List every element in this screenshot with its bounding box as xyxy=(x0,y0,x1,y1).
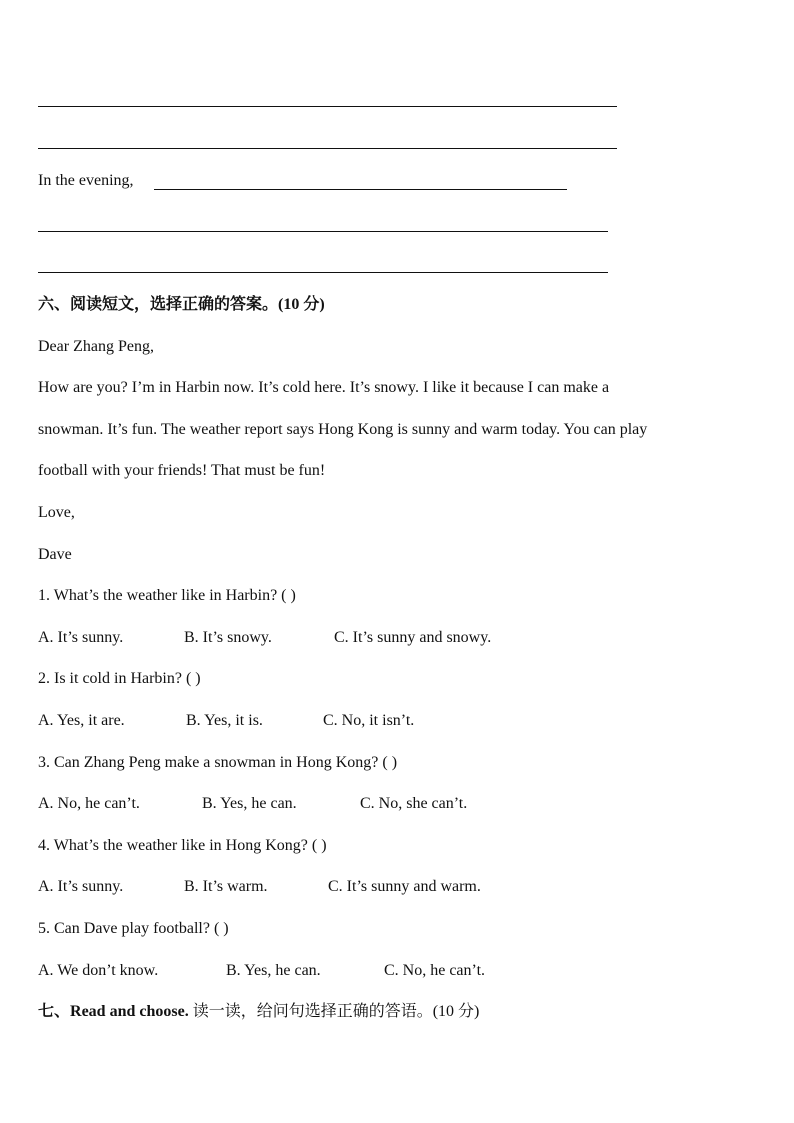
option-a[interactable]: A. Yes, it are. xyxy=(38,712,125,729)
option-c[interactable]: C. It’s sunny and snowy. xyxy=(334,629,492,646)
section-7-number: 七、 xyxy=(38,1003,71,1020)
answer-line[interactable] xyxy=(38,148,617,149)
option-c[interactable]: C. No, it isn’t. xyxy=(323,712,415,729)
option-a[interactable]: A. It’s sunny. xyxy=(38,878,124,895)
question-1: 1. What’s the weather like in Harbin? ( ) xyxy=(38,587,296,604)
question-5: 5. Can Dave play football? ( ) xyxy=(38,920,229,937)
answer-line[interactable] xyxy=(154,189,567,190)
option-b[interactable]: B. Yes, it is. xyxy=(186,712,263,729)
section-7-instruction: 读一读，给问句选择正确的答语。(10 分) xyxy=(188,1003,480,1020)
option-b[interactable]: B. Yes, he can. xyxy=(226,962,321,979)
answer-line[interactable] xyxy=(38,106,617,107)
letter-line: How are you? I’m in Harbin now. It’s cold here. It’s snowy. I like it because I can make a xyxy=(38,379,610,396)
letter-line: football with your friends! That must be fun! xyxy=(38,462,326,479)
evening-prefix: In the evening, xyxy=(38,172,134,189)
option-c[interactable]: C. It’s sunny and warm. xyxy=(328,878,481,895)
option-a[interactable]: A. It’s sunny. xyxy=(38,629,124,646)
option-b[interactable]: B. It’s snowy. xyxy=(184,629,272,646)
option-c[interactable]: C. No, he can’t. xyxy=(384,962,486,979)
option-b[interactable]: B. Yes, he can. xyxy=(202,795,297,812)
question-2: 2. Is it cold in Harbin? ( ) xyxy=(38,670,201,687)
option-c[interactable]: C. No, she can’t. xyxy=(360,795,468,812)
answer-line[interactable] xyxy=(38,272,608,273)
section-7-english: Read and choose. xyxy=(70,1003,189,1020)
letter-closing: Love, xyxy=(38,504,75,521)
letter-line: snowman. It’s fun. The weather report says Hong Kong is sunny and warm today. You can play xyxy=(38,421,648,438)
section-6-heading: 六、阅读短文，选择正确的答案。(10 分) xyxy=(38,296,325,313)
letter-greeting: Dear Zhang Peng, xyxy=(38,338,154,355)
option-b[interactable]: B. It’s warm. xyxy=(184,878,268,895)
option-a[interactable]: A. No, he can’t. xyxy=(38,795,140,812)
question-3: 3. Can Zhang Peng make a snowman in Hong Kong? ( ) xyxy=(38,754,398,771)
question-4: 4. What’s the weather like in Hong Kong? ( ) xyxy=(38,837,327,854)
answer-line[interactable] xyxy=(38,231,608,232)
option-a[interactable]: A. We don’t know. xyxy=(38,962,159,979)
letter-signature: Dave xyxy=(38,546,72,563)
section-7-heading xyxy=(38,1002,479,1022)
